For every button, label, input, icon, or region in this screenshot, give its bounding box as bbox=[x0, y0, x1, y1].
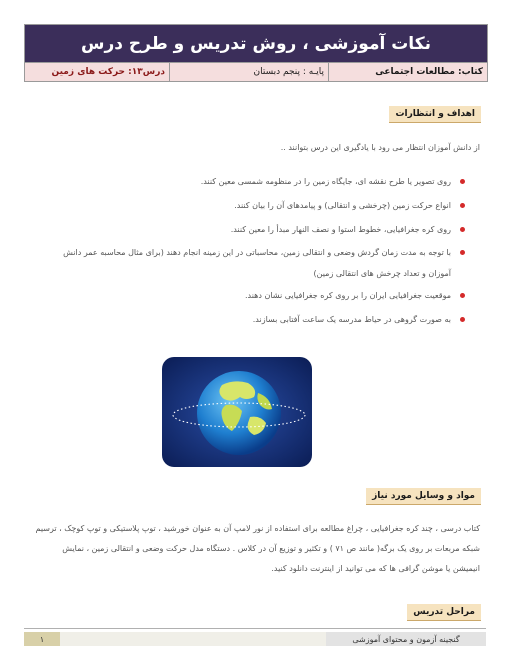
bullet-dot bbox=[460, 250, 465, 255]
materials-line: شبکه مربعات بر روی یک برگه( مانند ص ۷۱ ) و تکثیر و توزیع آن در کلاس . دستگاه مدل حرکت وضعی و انتقالی زمین ، نمایش bbox=[62, 544, 480, 553]
page-number: ۱ bbox=[24, 632, 60, 646]
materials-line: انیمیشن یا موشن گرافی ها که می توانید از اینترنت دانلود کنید. bbox=[271, 564, 480, 573]
publisher-label: گنجینه آزمون و محتوای آموزشی bbox=[326, 632, 486, 646]
list-item: با توجه به مدت زمان گردش وضعی و انتقالی زمین، محاسباتی در این زمینه انجام دهند (برای مثال محاسبه عمر دانش آموزان و تعداد چرخش های انتقالی زمین) bbox=[45, 242, 465, 284]
grade-label: پایـه : پنجم دبستان bbox=[169, 63, 329, 81]
lesson-label: درس۱۳: حرکت های زمین bbox=[51, 67, 165, 77]
bullet-dot bbox=[460, 203, 465, 208]
goals-heading: اهداف و انتظارات bbox=[389, 106, 481, 123]
list-item: روی کره جغرافیایی، خطوط استوا و نصف النهار مبدأ را معین کنند. bbox=[45, 218, 465, 242]
materials-text bbox=[34, 519, 480, 579]
bullet-dot bbox=[460, 317, 465, 322]
materials-heading: مواد و وسایل مورد نیاز bbox=[366, 488, 481, 505]
list-item: روی تصویر یا طرح نقشه ای، جایگاه زمین را در منظومه شمسی معین کنند. bbox=[45, 170, 465, 194]
page-title: نکات آموزشی ، روش تدریس و طرح درس bbox=[25, 25, 487, 62]
header-table bbox=[24, 24, 488, 82]
bullet-dot bbox=[460, 227, 465, 232]
goals-list bbox=[45, 170, 465, 332]
list-item: به صورت گروهی در حیاط مدرسه یک ساعت آفتابی بسازند. bbox=[45, 308, 465, 332]
bullet-dot bbox=[460, 179, 465, 184]
goals-intro: از دانش آموزان انتظار می رود با یادگیری این درس بتوانند .. bbox=[280, 143, 480, 152]
stages-heading: مراحل تدریس bbox=[407, 604, 481, 621]
book-label: کتاب: مطالعات اجتماعی bbox=[375, 67, 483, 77]
footer-divider bbox=[60, 632, 326, 646]
list-item: انواع حرکت زمین (چرخشی و انتقالی) و پیامدهای آن را بیان کنند. bbox=[45, 194, 465, 218]
bullet-dot bbox=[460, 293, 465, 298]
globe-image bbox=[162, 357, 312, 467]
materials-line: کتاب درسی ، چند کره جغرافیایی ، چراغ مطالعه برای استفاده از نور لامپ آن به عنوان خورشید ، توپ پلاستیکی و توپ کوچک ، ترسیم bbox=[35, 524, 480, 533]
list-item: موقعیت جغرافیایی ایران را بر روی کره جغرافیایی نشان دهند. bbox=[45, 284, 465, 308]
info-row bbox=[25, 62, 487, 81]
page-footer bbox=[24, 628, 486, 645]
